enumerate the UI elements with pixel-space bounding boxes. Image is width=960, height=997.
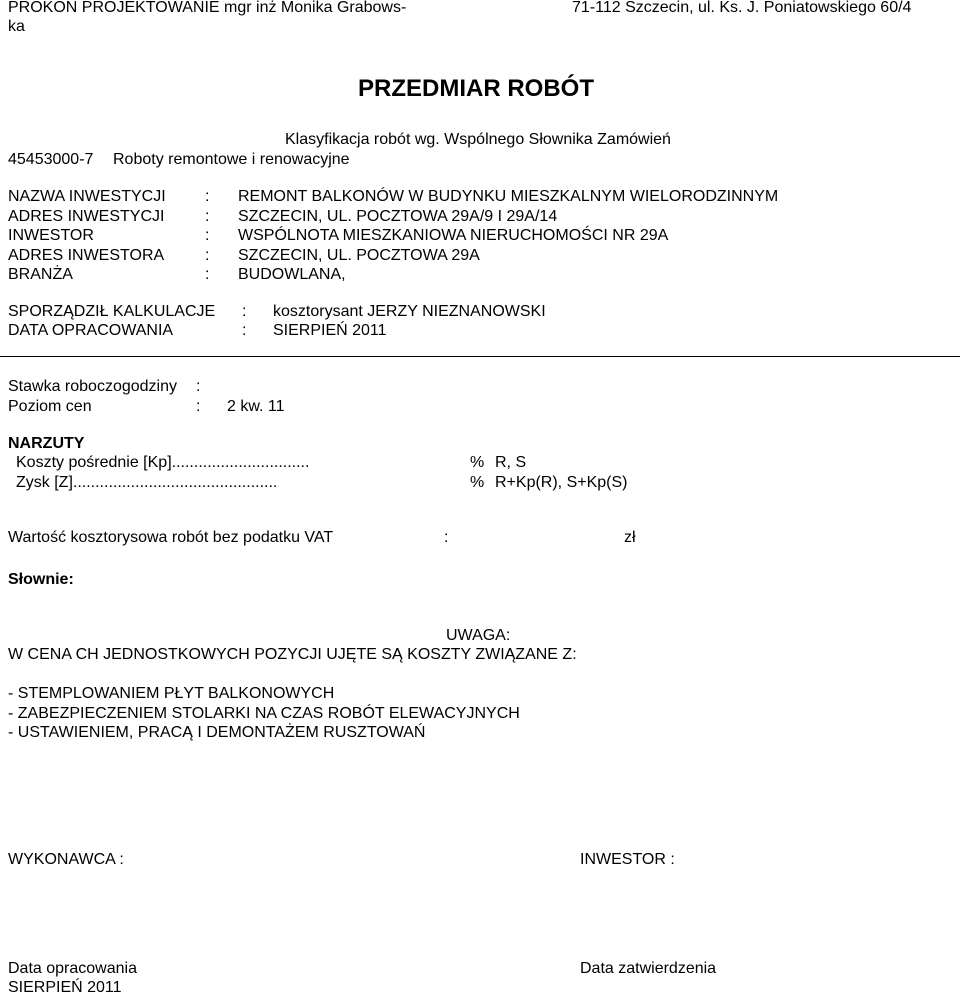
- estimated-value-unit: zł: [624, 529, 636, 546]
- estimated-value-label: Wartość kosztorysowa robót bez podatku VAT: [8, 529, 334, 546]
- investor-address-value: SZCZECIN, UL. POCZTOWA 29A: [238, 247, 480, 264]
- branch-value: BUDOWLANA,: [238, 266, 346, 283]
- investor-sep: :: [205, 227, 210, 244]
- note-item: - USTAWIENIEM, PRACĄ I DEMONTAŻEM RUSZTOWAŃ: [8, 724, 426, 741]
- branch-sep: :: [205, 266, 210, 283]
- hourly-rate-label: Stawka roboczogodziny: [8, 378, 177, 395]
- investment-name-value: REMONT BALKONÓW W BUDYNKU MIESZKALNYM WIELORODZINNYM: [238, 188, 779, 205]
- classification-code: 45453000-7: [8, 151, 94, 168]
- company-name: PROKON PROJEKTOWANIE mgr inż Monika Grabows-: [8, 0, 407, 16]
- markups-heading: NARZUTY: [8, 435, 85, 452]
- investor-address-label: ADRES INWESTORA: [8, 247, 165, 264]
- classification-description: Roboty remontowe i renowacyjne: [113, 151, 350, 168]
- contractor-signature-label: WYKONAWCA :: [8, 851, 124, 868]
- profit-basis: R+Kp(R), S+Kp(S): [495, 474, 628, 491]
- preparation-date-footer-label: Data opracowania: [8, 960, 137, 977]
- note-item: - ZABEZPIECZENIEM STOLARKI NA CZAS ROBÓT ELEWACYJNYCH: [8, 705, 520, 722]
- branch-label: BRANŻA: [8, 266, 73, 283]
- note-item: - STEMPLOWANIEM PŁYT BALKONOWYCH: [8, 685, 335, 702]
- prepared-by-label: SPORZĄDZIŁ KALKULACJE: [8, 303, 216, 320]
- note-intro: W CENA CH JEDNOSTKOWYCH POZYCJI UJĘTE SĄ KOSZTY ZWIĄZANE Z:: [8, 646, 577, 663]
- indirect-costs-basis: R, S: [495, 454, 527, 471]
- preparation-date-footer-value: SIERPIEŃ 2011: [8, 979, 122, 996]
- prepared-by-value: kosztorysant JERZY NIEZNANOWSKI: [273, 303, 546, 320]
- investment-address-sep: :: [205, 208, 210, 225]
- note-heading: UWAGA:: [446, 627, 511, 644]
- company-address: 71-112 Szczecin, ul. Ks. J. Poniatowskiego 60/4: [572, 0, 912, 16]
- in-words-label: Słownie:: [8, 571, 74, 588]
- price-level-value: 2 kw. 11: [227, 398, 285, 415]
- investor-label: INWESTOR: [8, 227, 94, 244]
- investment-name-label: NAZWA INWESTYCJI: [8, 188, 166, 205]
- investor-address-sep: :: [205, 247, 210, 264]
- investment-name-sep: :: [205, 188, 210, 205]
- price-level-sep: :: [196, 398, 201, 415]
- page-title: PRZEDMIAR ROBÓT: [358, 75, 594, 102]
- preparation-date-sep: :: [242, 322, 247, 339]
- approval-date-label: Data zatwierdzenia: [580, 960, 717, 977]
- indirect-costs-label: Koszty pośrednie [Kp]...............................: [16, 454, 310, 471]
- investment-address-label: ADRES INWESTYCJI: [8, 208, 165, 225]
- classification-heading: Klasyfikacja robót wg. Wspólnego Słownika Zamówień: [285, 131, 671, 148]
- investor-value: WSPÓLNOTA MIESZKANIOWA NIERUCHOMOŚCI NR 29A: [238, 227, 669, 244]
- hourly-rate-sep: :: [196, 378, 201, 395]
- preparation-date-value: SIERPIEŃ 2011: [273, 322, 387, 339]
- investment-address-value: SZCZECIN, UL. POCZTOWA 29A/9 I 29A/14: [238, 208, 558, 225]
- prepared-by-sep: :: [242, 303, 247, 320]
- section-divider: [0, 356, 960, 357]
- price-level-label: Poziom cen: [8, 398, 92, 415]
- indirect-costs-percent: %: [470, 454, 485, 471]
- profit-percent: %: [470, 474, 485, 491]
- profit-label: Zysk [Z]..............................................: [16, 474, 278, 491]
- preparation-date-label: DATA OPRACOWANIA: [8, 322, 174, 339]
- company-name-continued: ka: [8, 18, 25, 35]
- investor-signature-label: INWESTOR :: [580, 851, 675, 868]
- estimated-value-sep: :: [444, 529, 449, 546]
